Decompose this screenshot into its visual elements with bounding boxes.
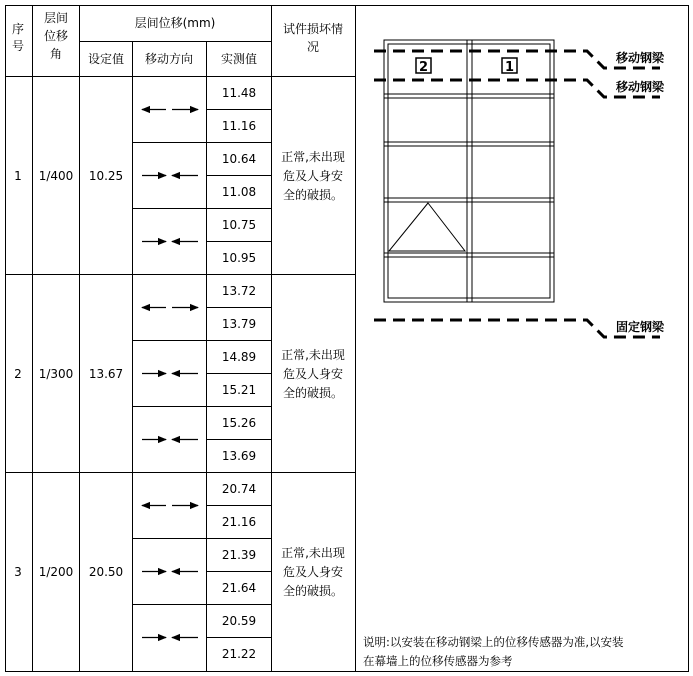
measured-value: 13.72 <box>221 284 257 298</box>
row-seq: 1 <box>14 169 22 183</box>
row-angle: 1/400 <box>38 169 74 183</box>
table-header <box>12 10 343 66</box>
measured-value: 14.89 <box>221 350 257 364</box>
measured-value: 15.21 <box>221 383 257 397</box>
header-measured: 实测值 <box>220 52 258 66</box>
damage-note-line: 危及人身安 <box>282 565 344 579</box>
measured-value: 21.39 <box>221 548 257 562</box>
panel-label-1: 1 <box>504 60 515 75</box>
moving-beam-top-label: 移动钢梁 <box>616 51 665 65</box>
opening-sash-triangle <box>389 203 465 251</box>
measured-value: 11.16 <box>221 119 257 133</box>
row-seq: 2 <box>14 367 22 381</box>
damage-note-line: 正常,未出现 <box>281 546 345 560</box>
row-setting: 13.67 <box>88 367 124 381</box>
header-drift-group: 层间位移(mm) <box>134 16 216 30</box>
row-setting: 10.25 <box>88 169 124 183</box>
row-seq: 3 <box>14 565 22 579</box>
damage-note-line: 全的破损。 <box>282 386 344 400</box>
measured-value: 11.48 <box>221 86 257 100</box>
damage-note-line: 全的破损。 <box>282 584 344 598</box>
row-angle: 1/300 <box>38 367 74 381</box>
measured-value: 20.74 <box>221 482 257 496</box>
note-line-1: 说明:以安装在移动钢梁上的位移传感器为准,以安装 <box>363 635 624 649</box>
header-angle-3: 角 <box>49 47 63 61</box>
fixed-beam-label: 固定钢梁 <box>616 320 665 334</box>
measured-value: 20.59 <box>221 614 257 628</box>
measured-value: 13.79 <box>221 317 257 331</box>
damage-note-line: 正常,未出现 <box>281 150 345 164</box>
damage-note-line: 正常,未出现 <box>281 348 345 362</box>
damage-note-line: 危及人身安 <box>282 169 344 183</box>
row-angle: 1/200 <box>38 565 74 579</box>
header-angle-1: 层间 <box>43 11 69 25</box>
measured-value: 21.64 <box>221 581 257 595</box>
measured-value: 15.26 <box>221 416 257 430</box>
panel-label-2: 2 <box>418 60 429 75</box>
header-direction: 移动方向 <box>144 52 194 66</box>
damage-note-line: 危及人身安 <box>282 367 344 381</box>
measured-value: 13.69 <box>221 449 257 463</box>
measured-value: 21.16 <box>221 515 257 529</box>
curtain-wall-diagram <box>374 40 665 337</box>
direction-arrows <box>142 110 198 638</box>
header-damage-2: 况 <box>306 40 320 54</box>
damage-note-line: 全的破损。 <box>282 188 344 202</box>
row-setting: 20.50 <box>88 565 124 579</box>
measured-value: 21.22 <box>221 647 257 661</box>
note-line-2: 在幕墙上的位移传感器为参考 <box>363 654 513 668</box>
measured-value: 10.95 <box>221 251 257 265</box>
measured-value: 10.75 <box>221 218 257 232</box>
header-angle-2: 位移 <box>43 29 69 43</box>
moving-beam-bottom-label: 移动钢梁 <box>616 80 665 94</box>
measured-value: 10.64 <box>221 152 257 166</box>
header-setting: 设定值 <box>87 52 125 66</box>
header-damage-1: 试件损坏情 <box>282 22 344 36</box>
header-seq-2: 号 <box>11 39 25 53</box>
footnote <box>363 635 624 668</box>
measured-value: 11.08 <box>221 185 257 199</box>
header-seq-1: 序 <box>11 22 25 36</box>
